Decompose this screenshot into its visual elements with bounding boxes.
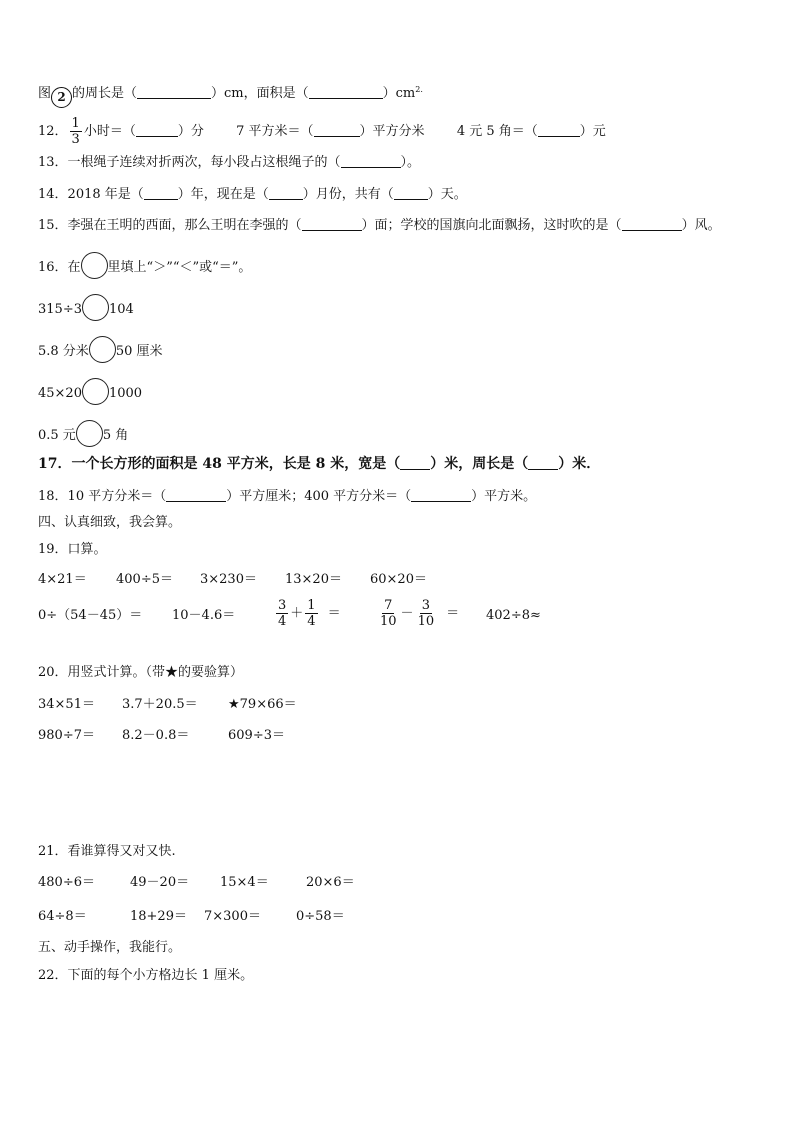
answer-blank[interactable] [394,186,428,200]
example-circle [81,252,108,279]
calc-item: 0÷（54－45）＝ [38,608,143,623]
compare-circle[interactable] [76,420,103,447]
calc-item: 49－20＝ [130,875,190,890]
calc-item: 7×300＝ [204,909,261,924]
circled-number-2: 2 [51,87,72,108]
q18-text-a: 18．10 平方分米＝（ [38,489,167,504]
compare-left: 0.5 元 [38,428,76,443]
q15-text-c: ）风。 [681,218,721,233]
q12-part-c1: 4 元 5 角＝（ [456,124,538,139]
q18-text-c: ）平方米。 [471,489,537,504]
compare-circle[interactable] [82,378,109,405]
section-5-heading: 五、动手操作，我能行。 [38,940,182,955]
q16-text-a: 16．在 [38,260,81,275]
answer-blank[interactable] [144,186,178,200]
frac-num: 3 [278,598,287,613]
q11-text-a: 的周长是（ [72,86,138,101]
frac-den: 10 [417,614,435,629]
compare-circle[interactable] [89,336,116,363]
answer-blank[interactable] [341,154,401,168]
calc-item: 60×20＝ [370,572,427,587]
answer-blank[interactable] [411,488,471,502]
fraction-one-third [70,116,82,147]
compare-row [38,294,134,321]
question-17-line [38,454,600,474]
calc-item: 3.7＋20.5＝ [122,697,198,712]
calc-item: 400÷5＝ [116,572,173,587]
q17-text-b: ）米，周长是（ [430,456,529,472]
q11-sup: 2 [415,85,421,94]
calc-item: 10－4.6＝ [172,608,236,623]
compare-right: 1000 [108,386,143,401]
q11-tail: . [420,85,423,94]
compare-right: 104 [108,302,134,317]
answer-blank[interactable] [302,217,362,231]
frac-den: 3 [71,132,80,147]
answer-blank[interactable] [166,488,226,502]
q14-text-d: ）天。 [427,187,467,202]
answer-blank[interactable] [309,85,383,99]
answer-blank[interactable] [400,456,430,470]
compare-left: 315÷3 [38,302,82,317]
calc-item: 480÷6＝ [38,875,95,890]
compare-circle[interactable] [82,294,109,321]
question-18-line [38,487,536,507]
calc-item: 4×21＝ [38,572,87,587]
question-21-title: 21．看谁算得又对又快. [38,844,176,859]
fraction-expression-1 [274,598,341,629]
calc-item: 34×51＝ [38,697,95,712]
compare-row [38,378,142,405]
answer-blank[interactable] [528,456,558,470]
frac-den: 10 [380,614,397,629]
calc-item: 609÷3＝ [228,728,285,743]
calc-item: 15×4＝ [220,875,269,890]
frac-num: 7 [384,598,393,613]
q12-part-b2: ）平方分米 [359,124,425,139]
frac-num: 1 [307,598,316,613]
q13-text-b: ）。 [400,155,421,170]
frac-num: 1 [71,116,80,131]
q16-text-b: 里填上“＞”“＜”或“＝”。 [107,260,252,275]
frac-den: 4 [278,614,287,629]
question-20-title: 20．用竖式计算。（带★的要验算） [38,665,244,680]
compare-left: 5.8 分米 [38,344,89,359]
compare-left: 45×20 [38,386,82,401]
fraction-expression-2 [376,598,459,629]
answer-blank[interactable] [269,186,303,200]
compare-row [38,336,163,363]
question-12-line [38,116,606,147]
q17-text-c: ）米． [558,456,601,472]
operator: ＋ [290,606,304,621]
question-11-line [38,80,423,108]
q12-part-a2: ）分 [177,124,204,139]
answer-blank[interactable] [136,123,178,137]
question-14-line [38,185,467,205]
q14-text-c: ）月份，共有（ [302,187,394,202]
calc-item: ★79×66＝ [228,697,297,712]
q12-part-a1: 小时＝（ [83,124,136,139]
calc-item: 0÷58＝ [296,909,345,924]
calc-item: 20×6＝ [306,875,355,890]
q17-text-a: 17．一个长方形的面积是 48 平方米，长是 8 米，宽是（ [38,456,401,472]
q15-text-a: 15．李强在王明的西面，那么王明在李强的（ [38,218,302,233]
operator: － [400,606,414,621]
q18-text-b: ）平方厘米；400 平方分米＝（ [226,489,412,504]
calc-item: 3×230＝ [200,572,257,587]
q12-part-b1: 7 平方米＝（ [236,124,314,139]
q11-prefix: 图 [38,86,52,101]
q14-text-a: 14．2018 年是（ [38,187,144,202]
calc-item: 18+29＝ [130,909,187,924]
calc-item: 64÷8＝ [38,909,87,924]
answer-blank[interactable] [622,217,682,231]
q12-part-c2: ）元 [579,124,606,139]
compare-right: 50 厘米 [115,344,163,359]
frac-den: 4 [307,614,316,629]
question-19-title: 19．口算。 [38,542,107,557]
q14-text-b: ）年，现在是（ [177,187,269,202]
question-16-line [38,252,251,279]
question-22-line: 22．下面的每个小方格边长 1 厘米。 [38,968,254,983]
compare-right: 5 角 [102,428,129,443]
q11-text-b: ）cm，面积是（ [211,86,309,101]
compare-row [38,420,128,447]
q13-text-a: 13．一根绳子连续对折两次，每小段占这根绳子的（ [38,155,341,170]
calc-item: 402÷8≈ [486,608,541,623]
q12-number: 12． [38,124,68,139]
equals: ＝ [446,606,460,621]
question-15-line [38,216,721,236]
frac-num: 3 [421,598,430,613]
answer-blank[interactable] [314,123,360,137]
calc-item: 13×20＝ [285,572,342,587]
q11-text-c: ）cm [382,86,416,101]
calc-item: 980÷7＝ [38,728,95,743]
calc-item: 8.2－0.8＝ [122,728,190,743]
answer-blank[interactable] [538,123,580,137]
q15-text-b: ）面；学校的国旗向北面飘扬，这时吹的是（ [361,218,622,233]
equals: ＝ [327,606,341,621]
question-13-line [38,153,420,173]
section-4-heading: 四、认真细致，我会算。 [38,515,182,530]
answer-blank[interactable] [137,85,211,99]
